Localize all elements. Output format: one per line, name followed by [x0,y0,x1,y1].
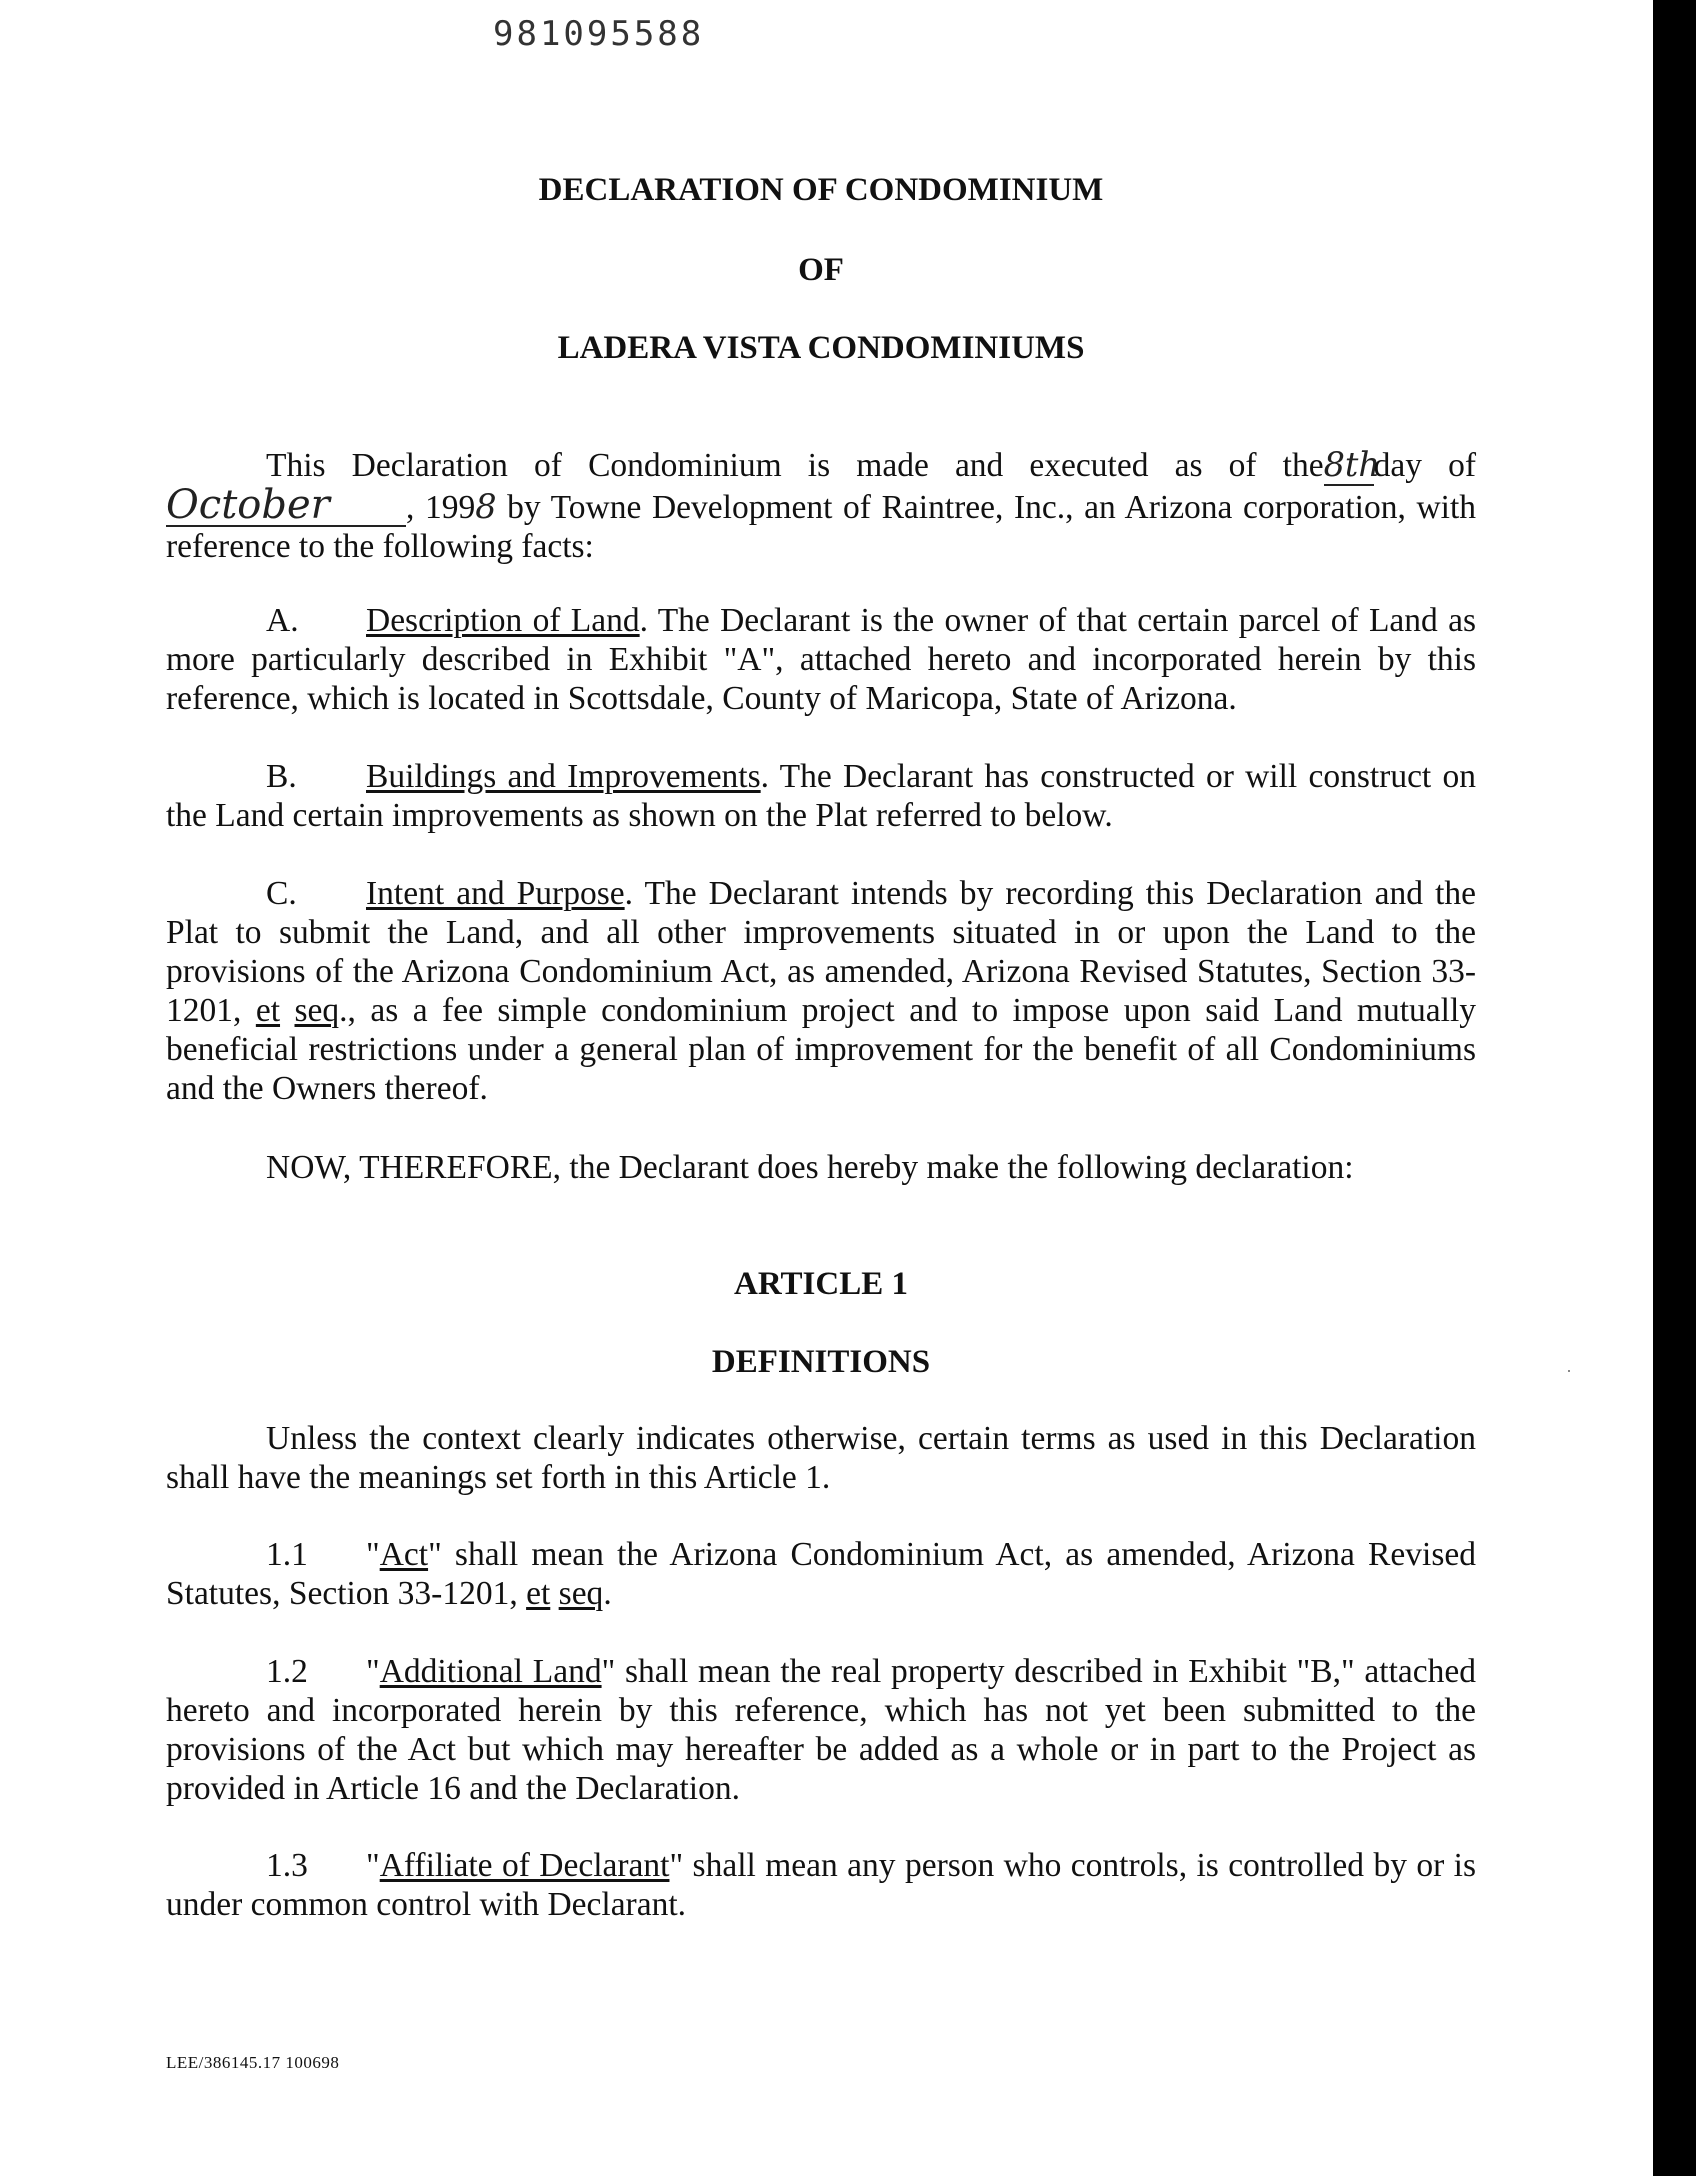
definition-term: Act [379,1536,429,1573]
definition-number: 1.3 [266,1847,308,1884]
definition-text-end: . [603,1575,612,1612]
recital-text: . The Declarant intends by recording this Declaration and the Plat to submit the Land, and all other improvements situated in or upon the Land to the provisions of the Arizona Condominium Act, as amended, Arizona Revised Statutes, Section 33-1201, [166,875,1476,1029]
definition-text: shall mean the Arizona Condominium Act, as amended, Arizona Revised Statutes, Section 33-1201, [166,1536,1476,1612]
recital-text: . The Declarant is the owner of that certain parcel of Land as more particularly described in Exhibit "A", attached hereto and incorporated herein by this reference, which is located in Scottsdale, County of Maricopa, State of Arizona. [166,602,1476,717]
recording-stamp-number: 981095588 [493,14,705,54]
recital-label: C. [266,875,297,912]
intro-text-a: This Declaration of Condominium is made and executed as of the [266,447,1324,484]
recital-heading: Description of Land [366,602,640,639]
seq-text: seq [558,1575,604,1612]
now-therefore-text: NOW, THEREFORE, the Declarant does hereby make the following declaration: [266,1149,1354,1186]
recital-c [166,874,1476,1108]
definition-text: shall mean any person who controls, is controlled by or is under common control with Declarant. [166,1847,1476,1923]
intro-text-c: , 199 [406,489,476,526]
et-text: et [255,992,281,1029]
handwritten-month: October [166,486,406,527]
recital-a [166,601,1476,718]
recital-b [166,757,1476,835]
definition-1-1: 1.1 "Act" shall mean the Arizona Condominium Act, as amended, Arizona Revised Statutes, Section 33-1201, et seq. [166,1536,1476,1612]
project-name: LADERA VISTA CONDOMINIUMS [557,330,1085,366]
intro-paragraph [166,445,1476,566]
definition-number: 1.1 [266,1536,308,1573]
document-title-of: OF [798,252,844,288]
article-intro [166,1419,1476,1497]
definition-text: shall mean the real property described in Exhibit "B," attached hereto and incorporated herein by this reference, which has not yet been submitted to the provisions of the Act but which may hereafter be added as a whole or in part to the Project as provided in Article 16 and the Declaration. [166,1653,1477,1807]
recital-text-cont: ., as a fee simple condominium project and to impose upon said Land mutually beneficial restrictions under a general plan of improvement for the benefit of all Condominiums and the Owners thereof. [166,992,1477,1107]
intro-text-d: by Towne Development of Raintree, Inc., an Arizona corporation, with reference to the following facts: [166,489,1476,565]
document-footer-id: LEE/386145.17 100698 [166,2053,340,2072]
article-name: DEFINITIONS [711,1344,931,1380]
scan-edge [1653,0,1696,2176]
recital-heading: Intent and Purpose [366,875,625,912]
article-intro-text: Unless the context clearly indicates otherwise, certain terms as used in this Declaration shall have the meanings set forth in this Article 1. [166,1420,1476,1496]
document-title: DECLARATION OF CONDOMINIUM [538,172,1104,208]
definition-1-3: 1.3 "Affiliate of Declarant" shall mean any person who controls, is controlled by or is under common control with Declarant. [166,1847,1476,1923]
handwritten-year-digit: 8 [475,487,497,526]
recital-text: . The Declarant has constructed or will construct on the Land certain improvements as shown on the Plat referred to below. [166,758,1476,834]
seq-text: seq [294,992,340,1029]
definition-term: Additional Land [379,1653,602,1690]
recital-heading: Buildings and Improvements [366,758,761,795]
recital-label: B. [266,758,297,795]
et-text: et [526,1575,551,1612]
definition-term: Affiliate of Declarant [379,1847,670,1884]
scan-speck [1568,1370,1570,1372]
now-therefore [166,1148,1476,1187]
definition-number: 1.2 [266,1653,308,1690]
intro-text-b: day of [1373,447,1476,484]
definition-1-2: 1.2 "Additional Land" shall mean the real property described in Exhibit "B," attached hereto and incorporated herein by this reference, which has not yet been submitted to the provisions of the Act but which may hereafter be added as a whole or in part to the Project as provided in Article 16 and the Declaration. [166,1653,1477,1807]
recital-label: A. [266,602,299,639]
handwritten-day: 8th [1323,445,1380,484]
article-number: ARTICLE 1 [734,1266,908,1302]
